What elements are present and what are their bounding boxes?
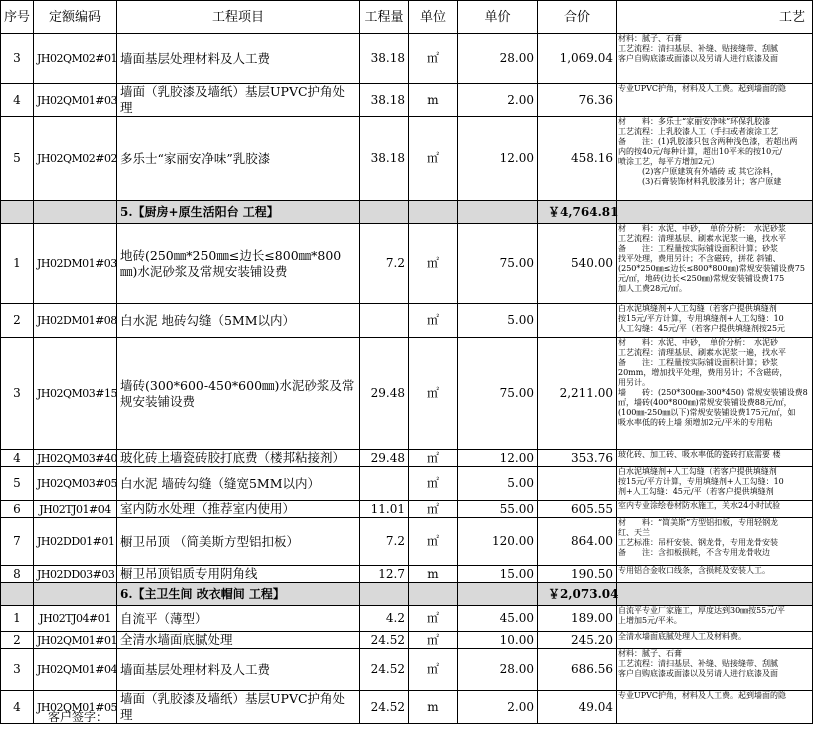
row-qty: 24.52: [360, 632, 409, 649]
row-project: 墙面基层处理材料及人工费: [117, 649, 360, 691]
row-price: 75.00: [458, 224, 538, 304]
row-project: 墙面（乳胶漆及墙纸）基层UPVC护角处理: [117, 84, 360, 117]
row-project: 橱卫吊顶 （简美斯方型铝扣板）: [117, 518, 360, 566]
row-seq: 5: [1, 467, 34, 501]
row-unit: m: [409, 566, 458, 583]
row-code: JH02TJ04#01: [34, 606, 117, 632]
row-qty: [360, 467, 409, 501]
row-qty: 29.48: [360, 338, 409, 450]
row-seq: 3: [1, 649, 34, 691]
row-total: 458.16: [538, 117, 617, 201]
row-craft-note: 白水泥填缝剂+人工勾缝（若客户提供填缝剂 按15元/平方计算，专用填缝剂+人工勾缝：10 剂+人工勾缝：45元/平（若客户提供填缝剂: [617, 467, 813, 501]
row-seq: 3: [1, 34, 34, 84]
header-project: 工程项目: [117, 1, 360, 34]
row-project: 白水泥 墙砖勾缝（缝宽5MM以内）: [117, 467, 360, 501]
row-total: 189.00: [538, 606, 617, 632]
row-total: 540.00: [538, 224, 617, 304]
row-price: 75.00: [458, 338, 538, 450]
row-total: 864.00: [538, 518, 617, 566]
row-seq: 4: [1, 450, 34, 467]
table-row: [1, 338, 813, 450]
row-code: JH02QM03#05: [34, 467, 117, 501]
row-price: 12.00: [458, 117, 538, 201]
table-row: [1, 632, 813, 649]
row-unit: ㎡: [409, 606, 458, 632]
row-craft-note: 材 料：水泥、中砂， 单价分析： 水泥砂 工艺流程：清理基层、刷素水泥浆一遍，找水平 备 注：工程量按实际铺设面积计算；砂浆 20mm，增加找平处理，费用另计；不含磁砖， 用另计。 墙 砖：(250*300㎜-300*450) 常规安装铺设费8 ㎡，墙砖(400*800㎜)常规安装铺设费88元/㎡， (100㎜-250㎜以下)常规安装铺设费175元/㎡，如 吸水率低的砖上墙 须增加2元/平米的专用粘: [617, 338, 813, 450]
row-seq: 2: [1, 632, 34, 649]
section-title: 5.【厨房+原生活阳台 工程】: [117, 201, 360, 224]
row-code: JH02TJ01#04: [34, 501, 117, 518]
row-price: 5.00: [458, 467, 538, 501]
row-qty: 38.18: [360, 84, 409, 117]
header-code: 定额编码: [34, 1, 117, 34]
section-total: ￥2,073.04: [538, 583, 617, 606]
row-unit: ㎡: [409, 304, 458, 338]
table-row: [1, 501, 813, 518]
row-total: 190.50: [538, 566, 617, 583]
row-total: 605.55: [538, 501, 617, 518]
header-craft: 工艺: [617, 1, 813, 34]
row-project: 多乐士“家丽安净味”乳胶漆: [117, 117, 360, 201]
row-seq: 5: [1, 117, 34, 201]
row-seq: 2: [1, 304, 34, 338]
row-project: 墙面基层处理材料及人工费: [117, 34, 360, 84]
row-craft-note: 专用铝合金收口线条，含损耗及安装人工。: [617, 566, 813, 583]
row-project: 地砖(250㎜*250㎜≤边长≤800㎜*800㎜)水泥砂浆及常规安装铺设费: [117, 224, 360, 304]
row-craft-note: 材 料：“简美斯”方型铝扣板，专用轻钢龙 红、天兰 工艺标准：吊杆安装、钢龙骨，专用龙骨安装 备 注：含扣板损耗，不含专用龙骨收边: [617, 518, 813, 566]
row-total: [538, 304, 617, 338]
row-unit: ㎡: [409, 649, 458, 691]
row-price: 45.00: [458, 606, 538, 632]
row-qty: 24.52: [360, 691, 409, 724]
row-seq: 8: [1, 566, 34, 583]
row-price: 10.00: [458, 632, 538, 649]
row-code: JH02QM02#01: [34, 34, 117, 84]
row-project: 橱卫吊顶铝质专用阴角线: [117, 566, 360, 583]
row-total: 686.56: [538, 649, 617, 691]
table-row: [1, 450, 813, 467]
row-code: JH02DD03#03: [34, 566, 117, 583]
row-code: JH02QM01#05: [34, 691, 117, 724]
row-price: 2.00: [458, 84, 538, 117]
row-price: 12.00: [458, 450, 538, 467]
row-price: 28.00: [458, 34, 538, 84]
row-unit: ㎡: [409, 632, 458, 649]
header-unit: 单位: [409, 1, 458, 34]
row-qty: 38.18: [360, 117, 409, 201]
row-unit: ㎡: [409, 117, 458, 201]
row-project: 白水泥 地砖勾缝（5MM以内）: [117, 304, 360, 338]
row-price: 15.00: [458, 566, 538, 583]
row-qty: 4.2: [360, 606, 409, 632]
row-craft-note: 玻化砖、加工砖、吸水率低的瓷砖打底需要 楼: [617, 450, 813, 467]
row-qty: [360, 304, 409, 338]
row-qty: 38.18: [360, 34, 409, 84]
row-project: 玻化砖上墙瓷砖胶打底费（楼邦粘接剂）: [117, 450, 360, 467]
table-row: [1, 84, 813, 117]
table-row: [1, 518, 813, 566]
row-code: JH02QM01#03: [34, 84, 117, 117]
row-code: JH02QM01#01: [34, 632, 117, 649]
row-qty: 12.7: [360, 566, 409, 583]
section-row: [1, 201, 813, 224]
row-project: 墙砖(300*600-450*600㎜)水泥砂浆及常规安装铺设费: [117, 338, 360, 450]
table-row: [1, 224, 813, 304]
row-price: 55.00: [458, 501, 538, 518]
row-seq: 4: [1, 84, 34, 117]
header-row: [1, 1, 813, 34]
row-unit: ㎡: [409, 224, 458, 304]
row-total: 2,211.00: [538, 338, 617, 450]
row-seq: 6: [1, 501, 34, 518]
row-code: JH02QM02#02: [34, 117, 117, 201]
table-row: [1, 649, 813, 691]
row-unit: m: [409, 691, 458, 724]
header-seq: 序号: [1, 1, 34, 34]
row-craft-note: 材 料：水泥、中砂， 单价分析： 水泥砂浆 工艺流程：清理基层、刷素水泥浆一遍，找水平 备 注：工程量按实际铺设面积计算；砂浆 找平处理，费用另计；不含磁砖，拼花 斜铺、 (250*250㎜≤边长≤800*800㎜)常规安装铺设费75 元/㎡，地砖(边长<250㎜)常规安装铺设费175 加人工费28元/㎡。: [617, 224, 813, 304]
row-code: JH02DM01#03: [34, 224, 117, 304]
section-title: 6.【主卫生间 改衣帽间 工程】: [117, 583, 360, 606]
row-craft-note: 白水泥填缝剂+人工勾缝（若客户提供填缝剂 按15元/平方计算，专用填缝剂+人工勾缝：10 人工勾缝：45元/平（若客户提供填缝剂按25元: [617, 304, 813, 338]
row-craft-note: 自流平专业厂家施工，厚度达到30㎜按55元/平 上增加5元/平米。: [617, 606, 813, 632]
row-seq: 1: [1, 606, 34, 632]
row-price: 2.00: [458, 691, 538, 724]
row-price: 28.00: [458, 649, 538, 691]
section-total: ￥4,764.81: [538, 201, 617, 224]
row-unit: ㎡: [409, 338, 458, 450]
row-craft-note: 室内专业涂绘卷材防水施工，关水24小时试验: [617, 501, 813, 518]
table-row: [1, 691, 813, 724]
row-unit: ㎡: [409, 501, 458, 518]
row-total: 49.04: [538, 691, 617, 724]
header-price: 单价: [458, 1, 538, 34]
section-row: [1, 583, 813, 606]
table-row: [1, 467, 813, 501]
row-unit: m: [409, 84, 458, 117]
row-seq: 4: [1, 691, 34, 724]
row-unit: ㎡: [409, 518, 458, 566]
row-project: 全清水墙面底腻处理: [117, 632, 360, 649]
row-craft-note: 全清水墙面底腻处理人工及材料费。: [617, 632, 813, 649]
row-unit: ㎡: [409, 450, 458, 467]
row-qty: 7.2: [360, 224, 409, 304]
table-row: [1, 566, 813, 583]
row-code: JH02QM03#40: [34, 450, 117, 467]
row-total: 1,069.04: [538, 34, 617, 84]
row-code: JH02QM03#15: [34, 338, 117, 450]
row-craft-note: 材料：腻子、石膏 工艺流程：清扫基层、补缝、贴接缝带、刮腻 客户自购底漆或面漆以及另请人进行底漆及面: [617, 34, 813, 84]
row-qty: 29.48: [360, 450, 409, 467]
row-code: JH02QM01#04: [34, 649, 117, 691]
row-craft-note: 材 料：多乐士“家丽安净味”环保乳胶漆 工艺流程：上乳胶漆人工（手扫或者滚涂工艺 备 注：(1)乳胶漆只包含两种浅色漆，若超出两 内的按40元/每种计算，超出10平米的按10元/ 喷涂工艺，每平方增加2元） (2)客户原建筑有外墙砖 或 其它涂料， (3)石膏装饰材料乳胶漆另计；客户原建: [617, 117, 813, 201]
row-craft-note: 专业UPVC护角，材料及人工费。起到墙面的隐: [617, 84, 813, 117]
row-craft-note: 专业UPVC护角，材料及人工费。起到墙面的隐: [617, 691, 813, 724]
row-code: JH02DM01#08: [34, 304, 117, 338]
row-project: 自流平（薄型）: [117, 606, 360, 632]
table-row: [1, 34, 813, 84]
row-unit: ㎡: [409, 34, 458, 84]
header-total: 合价: [538, 1, 617, 34]
row-code: JH02DD01#01: [34, 518, 117, 566]
row-unit: ㎡: [409, 467, 458, 501]
row-project: 室内防水处理（推荐室内使用）: [117, 501, 360, 518]
row-seq: 3: [1, 338, 34, 450]
row-qty: 7.2: [360, 518, 409, 566]
row-seq: 7: [1, 518, 34, 566]
row-price: 120.00: [458, 518, 538, 566]
table-row: [1, 304, 813, 338]
row-total: [538, 467, 617, 501]
row-total: 245.20: [538, 632, 617, 649]
row-qty: 11.01: [360, 501, 409, 518]
row-total: 353.76: [538, 450, 617, 467]
row-total: 76.36: [538, 84, 617, 117]
row-project: 墙面（乳胶漆及墙纸）基层UPVC护角处理: [117, 691, 360, 724]
row-craft-note: 材料：腻子、石膏 工艺流程：清扫基层、补缝、贴接缝带、刮腻 客户自购底漆或面漆以及另请人进行底漆及面: [617, 649, 813, 691]
row-seq: 1: [1, 224, 34, 304]
header-qty: 工程量: [360, 1, 409, 34]
table-row: [1, 606, 813, 632]
row-qty: 24.52: [360, 649, 409, 691]
customer-signature-label: 客户签字：: [48, 710, 109, 724]
table-row: [1, 117, 813, 201]
row-price: 5.00: [458, 304, 538, 338]
